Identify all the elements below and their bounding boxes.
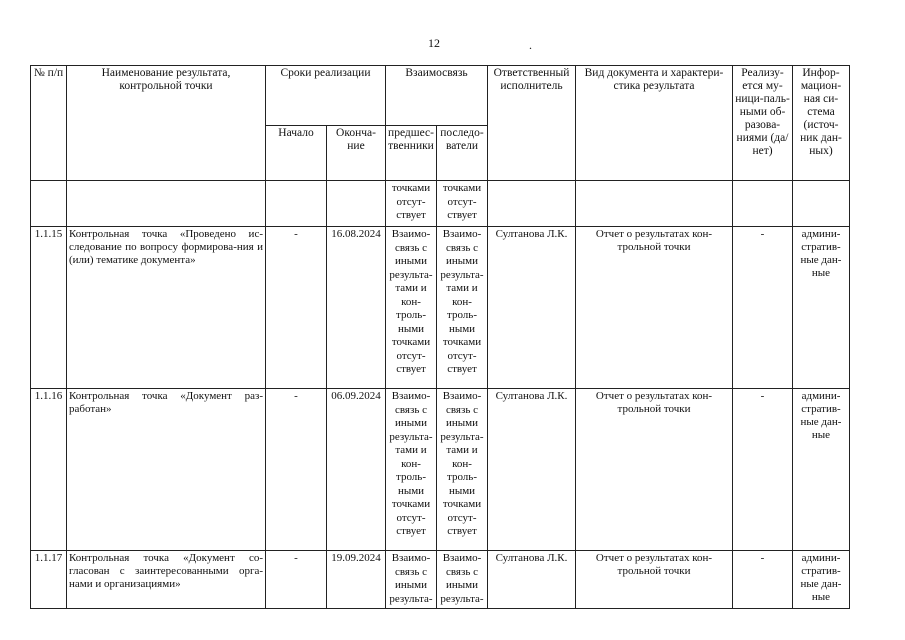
row-info-system: админи-стратив-ные дан-ные: [793, 551, 850, 609]
row-doc-type: Отчет о результатах кон-трольной точки: [576, 389, 733, 551]
row-start: -: [266, 227, 327, 389]
row-municipal: -: [733, 227, 793, 389]
row-doc-type: Отчет о результатах кон-трольной точки: [576, 227, 733, 389]
header-num: № п/п: [31, 66, 67, 181]
row-num: 1.1.15: [31, 227, 67, 389]
row-start: -: [266, 389, 327, 551]
header-predecessors: предшес-твенники: [386, 126, 437, 181]
table-row: [31, 227, 850, 389]
row-info-system: админи-стратив-ные дан-ные: [793, 227, 850, 389]
table-row: [31, 389, 850, 551]
header-name: Наименование результата, контрольной точки: [67, 66, 266, 181]
row-end: 19.09.2024: [327, 551, 386, 609]
cont-num: [31, 181, 67, 227]
header-successors: последо-ватели: [437, 126, 488, 181]
row-predecessors: Взаимо-связь с иными результа-тами и кон-троль-ными точками отсут-ствует: [386, 389, 437, 551]
header-municipal: Реализу-ется му-ници-паль-ными об-разова-ниями (да/нет): [733, 66, 793, 181]
header-relation: Взаимосвязь: [386, 66, 488, 126]
row-responsible: Султанова Л.К.: [488, 551, 576, 609]
header-dates: Сроки реализации: [266, 66, 386, 126]
row-info-system: админи-стратив-ные дан-ные: [793, 389, 850, 551]
cont-end: [327, 181, 386, 227]
cont-name: [67, 181, 266, 227]
header-doc-type: Вид документа и характери-стика результата: [576, 66, 733, 181]
cont-predecessors: точками отсут-ствует: [386, 181, 437, 227]
cont-start: [266, 181, 327, 227]
row-predecessors: Взаимо-связь с иными результа-тами и кон-троль-ными точками отсут-ствует: [386, 227, 437, 389]
row-municipal: -: [733, 389, 793, 551]
row-name: Контрольная точка «Документ раз-работан»: [67, 389, 266, 551]
row-successors: Взаимо-связь с иными результа-тами и кон-троль-ными точками отсут-ствует: [437, 227, 488, 389]
header-responsible: Ответственный исполнитель: [488, 66, 576, 181]
row-end: 16.08.2024: [327, 227, 386, 389]
page-number: 12: [428, 36, 440, 50]
continuation-row: [31, 181, 850, 227]
stray-mark: .: [529, 38, 532, 52]
header-info-system: Инфор-мацион-ная си-стема (источ-ник дан-ных): [793, 66, 850, 181]
row-num: 1.1.16: [31, 389, 67, 551]
row-responsible: Султанова Л.К.: [488, 389, 576, 551]
row-predecessors: Взаимо-связь с иными результа-: [386, 551, 437, 609]
cont-successors: точками отсут-ствует: [437, 181, 488, 227]
row-end: 06.09.2024: [327, 389, 386, 551]
cont-doc-type: [576, 181, 733, 227]
cont-info-system: [793, 181, 850, 227]
row-name: Контрольная точка «Документ со-гласован с заинтересованными орга-нами и организациями»: [67, 551, 266, 609]
row-successors: Взаимо-связь с иными результа-тами и кон-троль-ными точками отсут-ствует: [437, 389, 488, 551]
row-doc-type: Отчет о результатах кон-трольной точки: [576, 551, 733, 609]
row-num: 1.1.17: [31, 551, 67, 609]
row-responsible: Султанова Л.К.: [488, 227, 576, 389]
cont-municipal: [733, 181, 793, 227]
cont-responsible: [488, 181, 576, 227]
row-successors: Взаимо-связь с иными результа-: [437, 551, 488, 609]
control-points-table: [30, 65, 850, 609]
header-start: Начало: [266, 126, 327, 181]
row-start: -: [266, 551, 327, 609]
table-row: [31, 551, 850, 609]
row-municipal: -: [733, 551, 793, 609]
header-end: Оконча-ние: [327, 126, 386, 181]
row-name: Контрольная точка «Проведено ис-следование по вопросу формирова-ния и (или) тематике документа»: [67, 227, 266, 389]
